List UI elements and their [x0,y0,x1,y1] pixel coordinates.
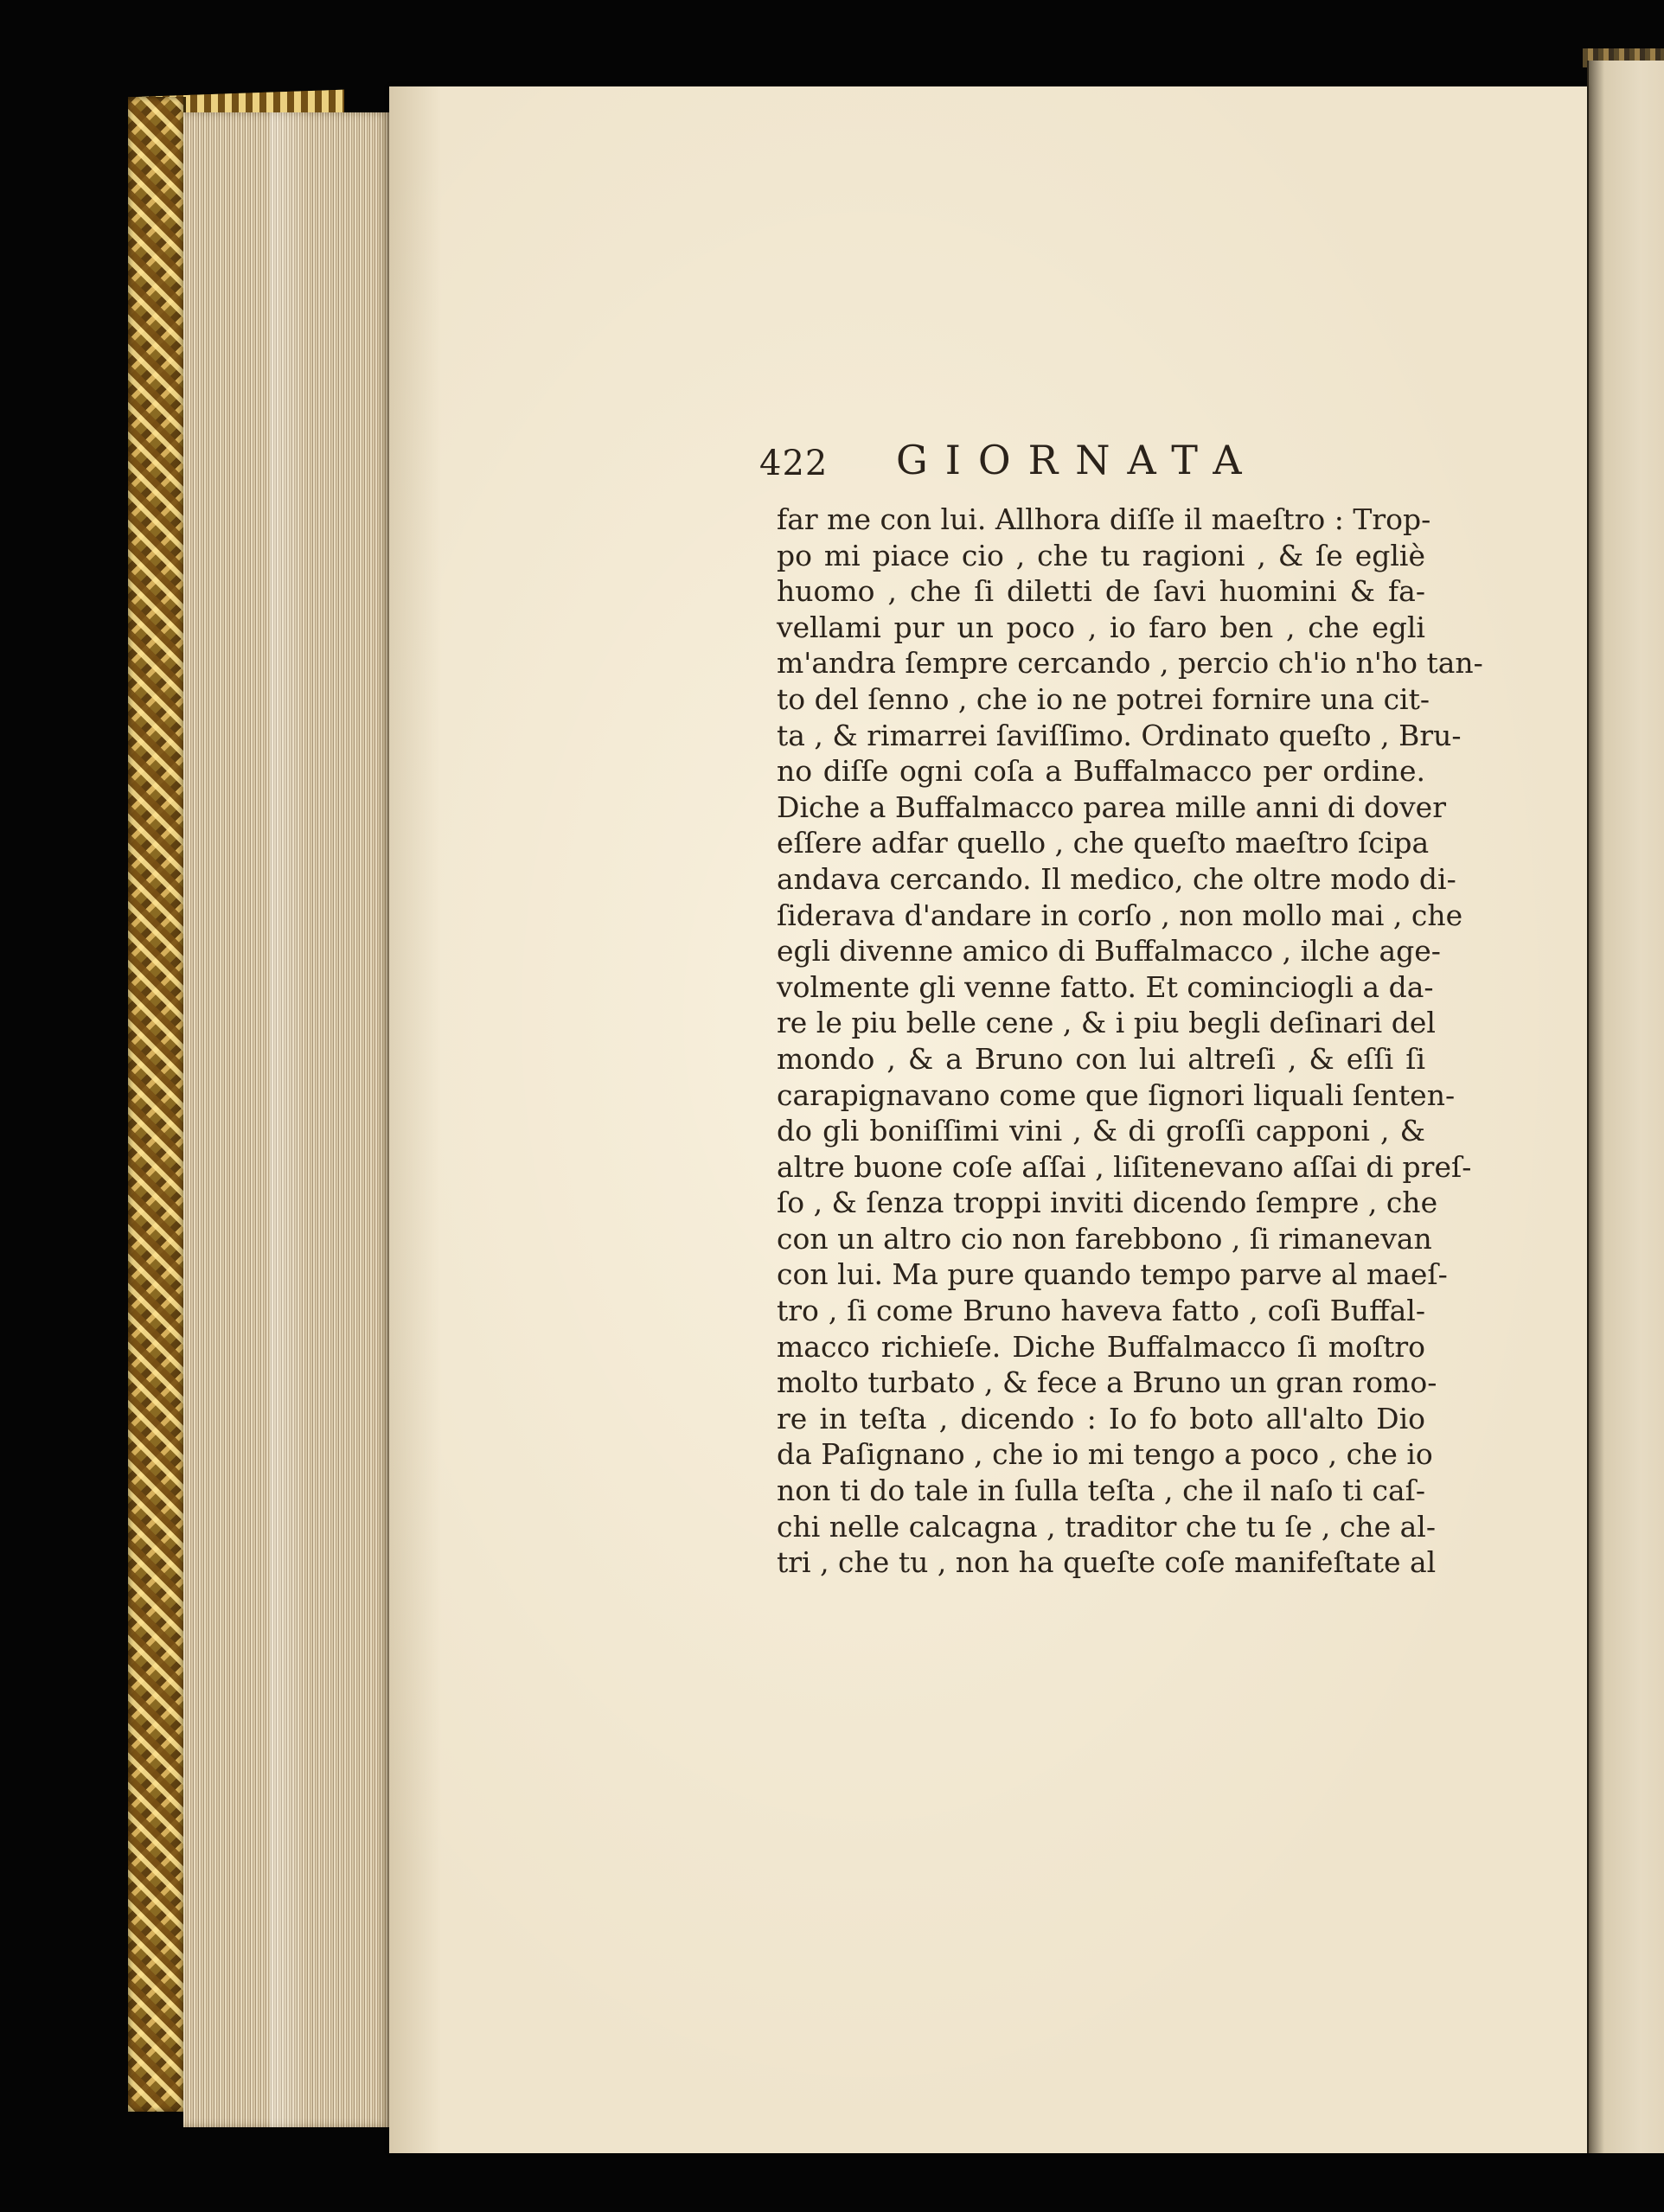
text-line: eſſere adfar quello , che queſto maeſtro ſcipa [777,826,1430,860]
text-line: re in teſta , dicendo : Io fo boto all'alto Dio [777,1401,1425,1435]
text-line: ſo , & ſenza troppi inviti dicendo ſempre , che [777,1186,1438,1220]
running-title: GIORNATA [896,437,1259,483]
body-text [777,502,1483,1581]
text-line: po mi piace cio , che tu ragioni , & ſe egliè [777,538,1425,572]
text-line: macco richieſe. Diche Buffalmacco ſi moſtro [777,1329,1425,1364]
text-line: Diche a Buffalmacco parea mille anni di dover [777,790,1446,824]
text-line: chi nelle calcagna , traditor che tu ſe , che al- [777,1509,1436,1544]
page-stack-edges [183,112,389,2127]
text-line: far me con lui. Allhora diſſe il maeſtro : Trop- [777,502,1431,536]
text-line: do gli boniſſimi vini , & di groſſi capponi , & [777,1114,1425,1148]
text-line: m'andra ſempre cercando , percio ch'io n'ho tan- [777,646,1483,681]
gilt-fore-edge [128,97,186,2112]
text-line: ta , & rimarrei ſaviſſimo. Ordinato queſto , Bru- [777,718,1462,752]
text-line: con lui. Ma pure quando tempo parve al maeſ- [777,1257,1448,1292]
text-line: tri , che tu , non ha queſte coſe manifeſtate al [777,1545,1437,1580]
text-line: ſiderava d'andare in corſo , non mollo mai , che [777,898,1463,932]
text-line: mondo , & a Bruno con lui altreſi , & eſſi ſi [777,1041,1425,1076]
text-line: volmente gli venne fatto. Et cominciogli a da- [777,969,1434,1004]
text-line: vellami pur un poco , io faro ben , che egli [777,610,1425,644]
text-line: egli divenne amico di Buffalmacco , ilche age- [777,934,1441,969]
page-number: 422 [759,444,829,483]
text-line: non ti do tale in ſulla teſta , che il naſo ti caſ- [777,1474,1425,1508]
page-header [759,437,1425,489]
text-line: da Paſignano , che io mi tengo a poco , che io [777,1437,1433,1472]
text-line: to del ſenno , che io ne potrei fornire una cit- [777,681,1430,716]
facing-page-edge [1587,61,1664,2153]
text-line: con un altro cio non farebbono , ſi rimanevan [777,1221,1432,1256]
text-line: altre buone coſe aſſai , liſitenevano aſſai di preſ- [777,1149,1472,1184]
text-line: carapignavano come que ſignori liquali ſenten- [777,1077,1456,1112]
text-line: re le piu belle cene , & i piu begli deſinari del [777,1006,1436,1040]
text-line: tro , ſi come Bruno haveva fatto , coſi Buffal- [777,1294,1425,1328]
text-line: molto turbato , & fece a Bruno un gran romo- [777,1365,1437,1400]
text-line: andava cercando. Il medico, che oltre modo di- [777,861,1456,896]
text-line: huomo , che ſi diletti de ſavi huomini & fa- [777,574,1425,609]
text-line: no diſſe ogni coſa a Buffalmacco per ordine. [777,754,1425,789]
